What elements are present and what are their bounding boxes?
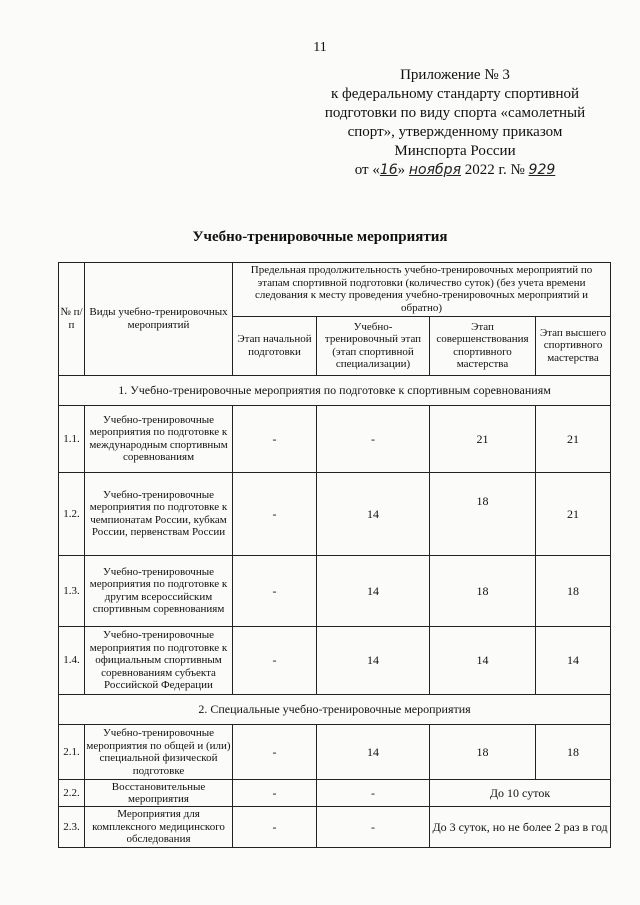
row-value: - — [317, 780, 430, 807]
row-value: - — [233, 807, 317, 848]
row-value: - — [233, 472, 317, 555]
section-title: 1. Учебно-тренировочные мероприятия по подготовке к спортивным соревнованиям — [59, 375, 611, 405]
row-name: Восстановительные мероприятия — [85, 780, 233, 807]
table-header-row — [59, 263, 611, 317]
row-value: 18 — [430, 472, 536, 555]
row-name: Учебно-тренировочные мероприятия по подготовке к официальным спортивным соревнованиям субъекта Российской Федерации — [85, 626, 233, 694]
row-value: 18 — [536, 725, 611, 780]
row-value: - — [233, 780, 317, 807]
header-stage-higher: Этап высшего спортивного мастерства — [536, 316, 611, 375]
row-num: 2.3. — [59, 807, 85, 848]
row-value: 14 — [317, 725, 430, 780]
row-value: - — [233, 725, 317, 780]
row-num: 2.1. — [59, 725, 85, 780]
row-value: - — [317, 405, 430, 472]
order-year: 2022 г. № — [464, 162, 525, 178]
header-duration-group: Предельная продолжительность учебно-тренировочных мероприятий по этапам спортивной подготовки (количество суток) (без учета времени следования к месту проведения учебно-тренировочных мероприятий и обратно) — [233, 263, 611, 317]
row-name: Учебно-тренировочные мероприятия по подготовке к другим всероссийским спортивным соревнованиям — [85, 555, 233, 626]
table-row — [59, 780, 611, 807]
row-value: 18 — [430, 725, 536, 780]
row-value: - — [233, 626, 317, 694]
section-title: 2. Специальные учебно-тренировочные мероприятия — [59, 694, 611, 724]
appendix-line: спорт», утвержденному приказом — [347, 124, 563, 140]
row-value: 21 — [430, 405, 536, 472]
table-row — [59, 807, 611, 848]
order-mid: » — [397, 162, 406, 178]
section-row — [59, 694, 611, 724]
row-value: - — [317, 807, 430, 848]
table-row — [59, 405, 611, 472]
row-value: 18 — [536, 555, 611, 626]
row-name: Мероприятия для комплексного медицинского обследования — [85, 807, 233, 848]
row-name: Учебно-тренировочные мероприятия по подготовке к международным спортивным соревнованиям — [85, 405, 233, 472]
header-stage-training: Учебно-тренировочный этап (этап спортивной специализации) — [317, 316, 430, 375]
events-table — [58, 262, 611, 848]
table-row — [59, 725, 611, 780]
row-num: 1.3. — [59, 555, 85, 626]
table-row — [59, 555, 611, 626]
header-stage-improvement: Этап совершенствования спортивного мастерства — [430, 316, 536, 375]
order-from: от « — [354, 162, 380, 178]
row-name: Учебно-тренировочные мероприятия по общей и (или) специальной физической подготовке — [85, 725, 233, 780]
row-value: 14 — [536, 626, 611, 694]
order-month-handwritten: ноября — [408, 162, 461, 178]
appendix-header — [300, 66, 610, 180]
order-number-handwritten: 929 — [528, 162, 556, 178]
header-num: № п/п — [59, 263, 85, 376]
row-value: 14 — [317, 626, 430, 694]
row-name: Учебно-тренировочные мероприятия по подготовке к чемпионатам России, кубкам России, первенствам России — [85, 472, 233, 555]
order-line — [300, 161, 610, 180]
page-number: 11 — [313, 40, 327, 55]
row-value: 14 — [317, 472, 430, 555]
row-value: 21 — [536, 405, 611, 472]
row-value: - — [233, 405, 317, 472]
section-row — [59, 375, 611, 405]
table-row — [59, 626, 611, 694]
appendix-line: подготовки по виду спорта «самолетный — [324, 105, 586, 121]
row-value: - — [233, 555, 317, 626]
header-kind: Виды учебно-тренировочных мероприятий — [85, 263, 233, 376]
row-value-merged: До 10 суток — [430, 780, 611, 807]
row-num: 1.1. — [59, 405, 85, 472]
order-day-handwritten: 16 — [379, 162, 398, 178]
appendix-title: Приложение № 3 — [400, 67, 510, 83]
table-row — [59, 472, 611, 555]
row-num: 1.4. — [59, 626, 85, 694]
appendix-line: Минспорта России — [394, 143, 516, 159]
row-value: 18 — [430, 555, 536, 626]
page-title: Учебно-тренировочные мероприятия — [192, 229, 448, 245]
row-value: 21 — [536, 472, 611, 555]
row-value: 14 — [317, 555, 430, 626]
row-value: 14 — [430, 626, 536, 694]
appendix-line: к федеральному стандарту спортивной — [330, 86, 580, 102]
row-value-merged: До 3 суток, но не более 2 раз в год — [430, 807, 611, 848]
row-num: 1.2. — [59, 472, 85, 555]
header-stage-initial: Этап начальной подготовки — [233, 316, 317, 375]
row-num: 2.2. — [59, 780, 85, 807]
